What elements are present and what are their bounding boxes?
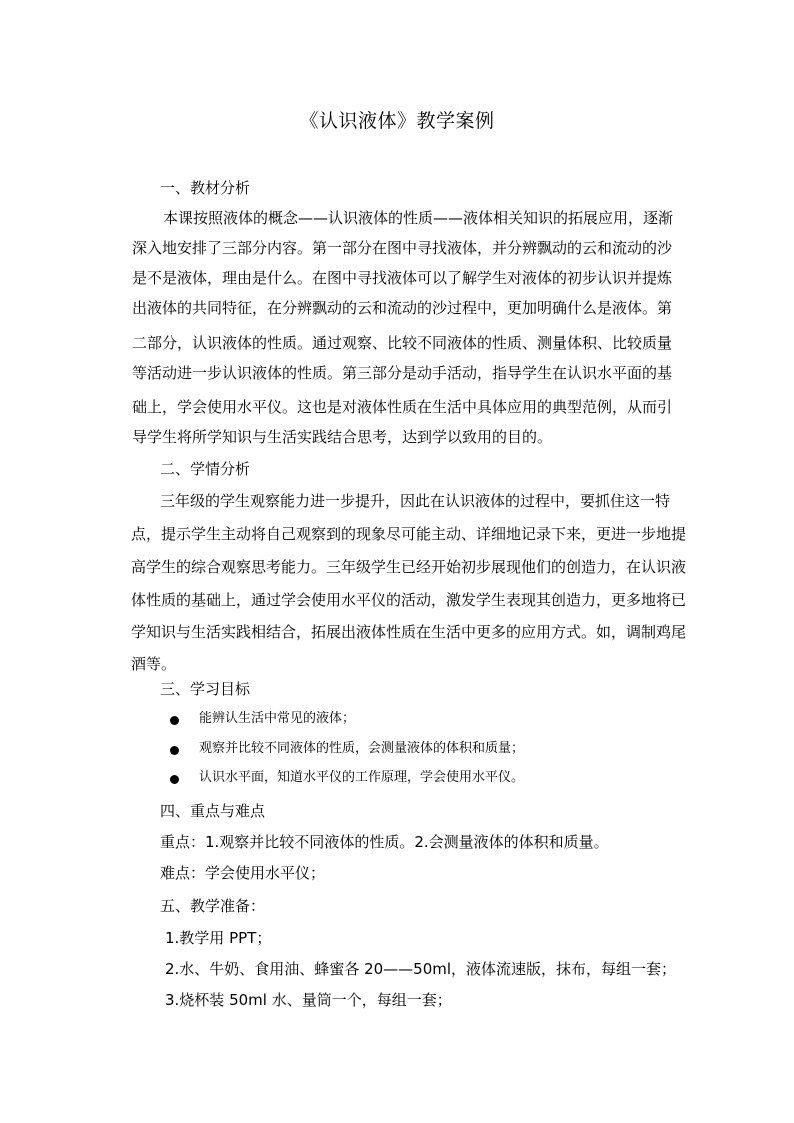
paragraph-line: 学知识与生活实践相结合，拓展出液体性质在生活中更多的应用方式。如，调制鸡尾 — [131, 623, 687, 641]
paragraph-line: 点，提示学生主动将自己观察到的现象尽可能主动、详细地记录下来，更进一步地提 — [131, 525, 687, 543]
preparation-item: 1.教学用 PPT； — [165, 929, 272, 947]
section-heading-3: 三、学习目标 — [160, 680, 251, 698]
key-point: 重点：1.观察并比较不同液体的性质。2.会测量液体的体积和质量。 — [160, 833, 609, 851]
bullet-icon — [170, 775, 179, 784]
objective-item: 能辨认生活中常见的液体； — [199, 711, 356, 726]
paragraph-line: 本课按照液体的概念——认识液体的性质——液体相关知识的拓展应用，逐渐 — [163, 209, 674, 227]
section-heading-4: 四、重点与难点 — [160, 802, 266, 820]
section-heading-1: 一、教材分析 — [160, 179, 251, 197]
paragraph-line: 高学生的综合观察思考能力。三年级学生已经开始初步展现他们的创造力，在认识液 — [131, 558, 687, 576]
paragraph-line: 等活动进一步认识液体的性质。第三部分是动手活动，指导学生在认识水平面的基 — [132, 364, 673, 382]
paragraph-line: 础上，学会使用水平仪。这也是对液体性质在生活中具体应用的典型范例，从而引 — [132, 398, 673, 416]
bullet-icon — [170, 716, 179, 725]
paragraph-line: 二部分，认识液体的性质。通过观察、比较不同液体的性质、测量体积、比较质量 — [132, 334, 673, 352]
bullet-icon — [170, 746, 179, 755]
paragraph-line: 酒等。 — [131, 655, 177, 673]
paragraph-line: 体性质的基础上，通过学会使用水平仪的活动，激发学生表现其创造力，更多地将已 — [131, 591, 687, 609]
document-title: 《认识液体》教学案例 — [299, 110, 495, 132]
paragraph-line: 是不是液体，理由是什么。在图中寻找液体可以了解学生对液体的初步认识并提炼 — [132, 269, 673, 287]
objective-item: 认识水平面，知道水平仪的工作原理，学会使用水平仪。 — [199, 770, 525, 785]
paragraph-line: 出液体的共同特征，在分辨飘动的云和流动的沙过程中，更加明确什么是液体。第 — [132, 299, 673, 317]
preparation-item: 3.烧杯装 50ml 水、量筒一个，每组一套； — [165, 991, 452, 1009]
section-heading-5: 五、教学准备： — [160, 897, 266, 915]
section-heading-2: 二、学情分析 — [160, 460, 251, 478]
paragraph-line: 深入地安排了三部分内容。第一部分在图中寻找液体，并分辨飘动的云和流动的沙 — [132, 239, 673, 257]
preparation-item: 2.水、牛奶、食用油、蜂蜜各 20——50ml，液体流速版，抹布，每组一套； — [165, 960, 677, 978]
difficulty: 难点：学会使用水平仪； — [160, 864, 326, 882]
paragraph-line: 导学生将所学知识与生活实践结合思考，达到学以致用的目的。 — [132, 428, 553, 446]
paragraph-line: 三年级的学生观察能力进一步提升，因此在认识液体的过程中，要抓住这一特 — [160, 492, 671, 510]
objective-item: 观察并比较不同液体的性质，会测量液体的体积和质量； — [199, 741, 525, 756]
